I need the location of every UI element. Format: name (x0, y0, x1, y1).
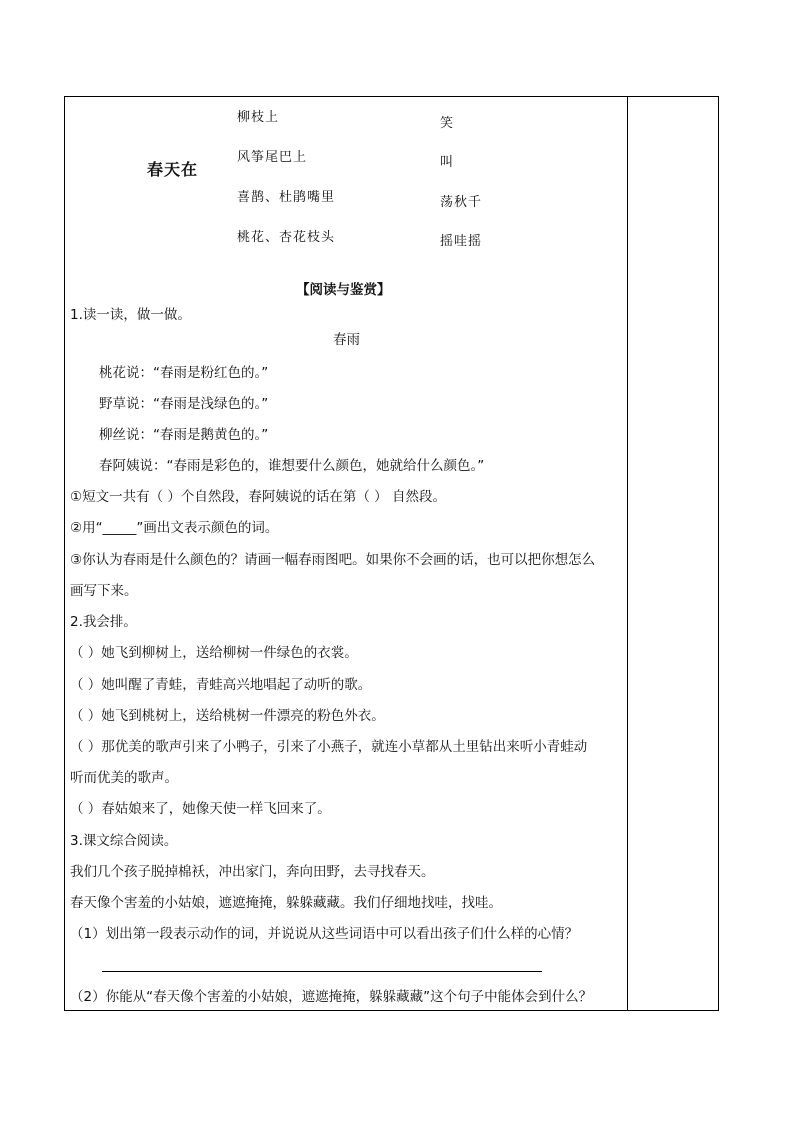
q2-item: 听而优美的歌声。 (70, 770, 178, 786)
diagram-place: 柳枝上 (237, 110, 280, 125)
passage-title: 春雨 (333, 332, 360, 348)
q3-heading: 3.课文综合阅读。 (70, 833, 178, 849)
diagram-place: 桃花、杏花枝头 (237, 230, 336, 245)
passage-line: 春阿姨说：“春雨是彩色的，谁想要什么颜色，她就给什么颜色。” (99, 458, 485, 474)
q2-item: （ ）那优美的歌声引来了小鸭子，引来了小燕子，就连小草都从土里钻出来听小青蛙动 (70, 739, 588, 755)
diagram-place: 风筝尾巴上 (237, 150, 308, 165)
diagram-action: 叫 (440, 155, 455, 170)
diagram-action: 荡秋千 (440, 195, 483, 210)
q3-passage-line: 我们几个孩子脱掉棉袄，冲出家门，奔向田野，去寻找春天。 (70, 864, 435, 880)
q1-item: ①短文一共有（ ）个自然段，春阿姨说的话在第（ ） 自然段。 (70, 489, 446, 505)
q1-item: ②用“_____”画出文表示颜色的词。 (70, 520, 279, 536)
q3-passage-line: 春天像个害羞的小姑娘，遮遮掩掩，躲躲藏藏。我们仔细地找哇，找哇。 (70, 895, 502, 911)
answer-line[interactable] (102, 971, 542, 972)
diagram-place: 喜鹊、杜鹃嘴里 (237, 190, 336, 205)
passage-line: 桃花说：“春雨是粉红色的。” (99, 365, 269, 381)
q3-question: （1）划出第一段表示动作的词，并说说从这些词语中可以看出孩子们什么样的心情？ (70, 926, 579, 942)
q3-question: （2）你能从“春天像个害羞的小姑娘，遮遮掩掩，躲躲藏藏”这个句子中能体会到什么？ (70, 989, 593, 1005)
q1-heading: 1.读一读，做一做。 (70, 307, 191, 323)
q1-item: 画写下来。 (70, 583, 138, 599)
q2-item: （ ）她飞到桃树上，送给桃树一件漂亮的粉色外衣。 (70, 708, 385, 724)
q2-item: （ ）她叫醒了青蛙，青蛙高兴地唱起了动听的歌。 (70, 677, 372, 693)
q2-item: （ ）春姑娘来了，她像天使一样飞回来了。 (70, 801, 331, 817)
diagram-center: 春天在 (147, 160, 199, 179)
diagram-action: 摇哇摇 (440, 234, 483, 249)
passage-line: 柳丝说：“春雨是鹅黄色的。” (99, 427, 269, 443)
table-column-divider (627, 96, 628, 1011)
passage-line: 野草说：“春雨是浅绿色的。” (99, 396, 269, 412)
diagram-action: 笑 (440, 116, 455, 131)
q2-item: （ ）她飞到柳树上，送给柳树一件绿色的衣裳。 (70, 645, 358, 661)
q1-item: ③你认为春雨是什么颜色的？请画一幅春雨图吧。如果你不会画的话，也可以把你想怎么 (70, 552, 596, 568)
q2-heading: 2.我会排。 (70, 614, 137, 630)
section-title: 【阅读与鉴赏】 (296, 282, 391, 298)
